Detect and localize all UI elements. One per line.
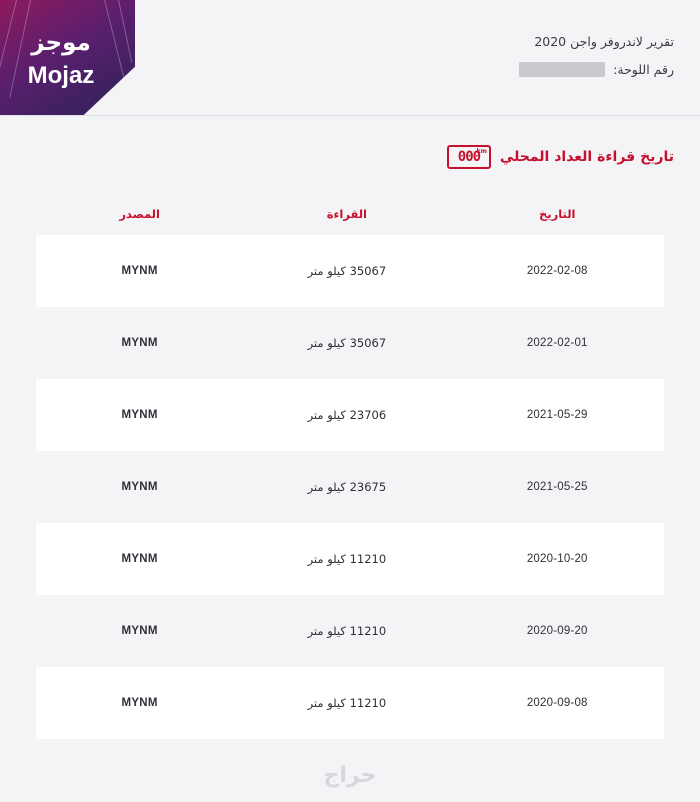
table-row: [36, 307, 664, 379]
cell-date: 2021-05-25: [526, 481, 588, 493]
watermark-text: حراج: [323, 763, 377, 788]
odometer-digits: 000: [457, 149, 481, 165]
page-header: [0, 0, 700, 120]
cell-reading: 35067 كيلو متر: [307, 336, 387, 350]
cell-date: 2022-02-08: [526, 265, 588, 277]
section-header: [0, 120, 700, 169]
cell-date: 2020-09-20: [526, 625, 588, 637]
cell-date: 2020-09-08: [526, 697, 588, 709]
plate-number-value-redacted: [519, 62, 605, 77]
cell-source: MYNM: [121, 697, 158, 709]
cell-source: MYNM: [121, 409, 158, 421]
table-row: [36, 595, 664, 667]
header-divider: [0, 115, 700, 116]
header-info-block: [519, 34, 674, 77]
odometer-unit-label: km: [476, 148, 487, 155]
table-row: [36, 235, 664, 307]
cell-reading: 11210 كيلو متر: [307, 696, 387, 710]
cell-reading: 11210 كيلو متر: [307, 552, 387, 566]
odometer-history-table: [0, 207, 700, 739]
cell-reading: 23675 كيلو متر: [307, 480, 387, 494]
cell-reading: 11210 كيلو متر: [307, 624, 387, 638]
cell-source: MYNM: [121, 625, 158, 637]
plate-number-row: [519, 62, 674, 77]
table-row: [36, 667, 664, 739]
table-row: [36, 523, 664, 595]
cell-date: 2021-05-29: [526, 409, 588, 421]
cell-date: 2020-10-20: [526, 553, 588, 565]
cell-source: MYNM: [121, 337, 158, 349]
column-header-reading: القراءة: [326, 207, 368, 221]
cell-source: MYNM: [121, 481, 158, 493]
column-header-source: المصدر: [119, 207, 160, 221]
logo-text-arabic: موجز: [31, 30, 91, 56]
section-title: تاريخ قراءة العداد المحلي: [499, 149, 674, 165]
cell-reading: 35067 كيلو متر: [307, 264, 387, 278]
cell-reading: 23706 كيلو متر: [307, 408, 387, 422]
logo-hexagon-shape: [0, 0, 135, 115]
table-header-row: [36, 207, 664, 235]
table-row: [36, 451, 664, 523]
cell-source: MYNM: [121, 553, 158, 565]
cell-date: 2022-02-01: [526, 337, 588, 349]
plate-number-label: رقم اللوحة:: [613, 62, 674, 77]
table-row: [36, 379, 664, 451]
odometer-icon: [447, 145, 491, 169]
cell-source: MYNM: [121, 265, 158, 277]
column-header-date: التاريخ: [538, 207, 576, 221]
report-title: تقرير لاندروفر واجن 2020: [534, 34, 674, 49]
brand-logo[interactable]: [0, 0, 135, 115]
logo-text-latin: Mojaz: [27, 62, 95, 89]
